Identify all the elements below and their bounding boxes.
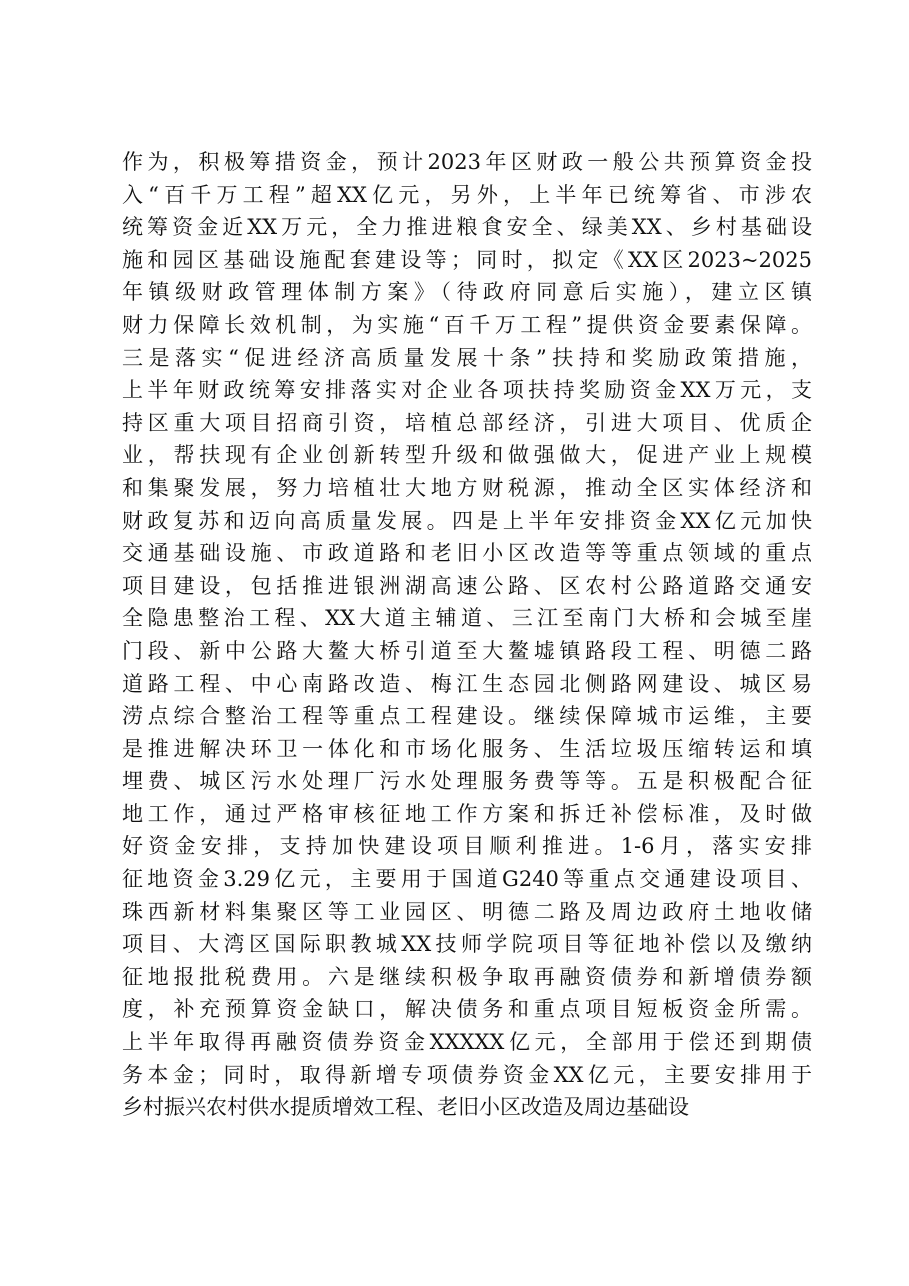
text-line: 征地报批税费用。六是继续积极争取再融资债券和新增债券额 <box>122 964 812 989</box>
text-line: 务本金；同时，取得新增专项债券资金XX亿元，主要安排用于 <box>122 1062 812 1087</box>
text-line: 上半年取得再融资债券资金XXXXX亿元，全部用于偿还到期债 <box>122 1030 812 1055</box>
text-line: 上半年财政统筹安排落实对企业各项扶持奖励资金XX万元，支 <box>122 378 812 403</box>
text-line: 财力保障长效机制，为实施“百千万工程”提供资金要素保障。 <box>122 312 812 337</box>
body-text <box>122 146 812 1124</box>
text-line: 项目、大湾区国际职教城XX技师学院项目等征地补偿以及缴纳 <box>122 932 812 957</box>
text-line: 交通基础设施、市政道路和老旧小区改造等等重点领域的重点 <box>122 541 812 566</box>
text-line: 涝点综合整治工程等重点工程建设。继续保障城市运维，主要 <box>122 704 812 729</box>
text-line: 施和园区基础设施配套建设等；同时，拟定《XX区2023~2025 <box>122 247 812 272</box>
text-line: 埋费、城区污水处理厂污水处理服务费等等。五是积极配合征 <box>122 769 812 794</box>
text-line: 和集聚发展，努力培植壮大地方财税源，推动全区实体经济和 <box>122 475 812 500</box>
text-line: 业，帮扶现有企业创新转型升级和做强做大，促进产业上规模 <box>122 443 812 468</box>
text-line: 地工作，通过严格审核征地工作方案和拆迁补偿标准，及时做 <box>122 801 812 826</box>
text-line: 好资金安排，支持加快建设项目顺利推进。1-6月，落实安排 <box>122 834 812 859</box>
text-line: 珠西新材料集聚区等工业园区、明德二路及周边政府土地收储 <box>122 899 812 924</box>
text-line: 作为，积极筹措资金，预计2023年区财政一般公共预算资金投 <box>122 150 812 174</box>
text-line: 统筹资金近XX万元，全力推进粮食安全、绿美XX、乡村基础设 <box>122 215 812 240</box>
text-line: 全隐患整治工程、XX大道主辅道、三江至南门大桥和会城至崖 <box>122 606 812 631</box>
text-line: 门段、新中公路大鳌大桥引道至大鳌墟镇路段工程、明德二路 <box>122 638 812 663</box>
text-line: 是推进解决环卫一体化和市场化服务、生活垃圾压缩转运和填 <box>122 736 812 761</box>
text-line: 财政复苏和迈向高质量发展。四是上半年安排资金XX亿元加快 <box>122 508 812 533</box>
text-line: 年镇级财政管理体制方案》（待政府同意后实施），建立区镇 <box>122 280 812 305</box>
text-line: 乡村振兴农村供水提质增效工程、老旧小区改造及周边基础设 <box>122 1095 689 1120</box>
text-line: 入“百千万工程”超XX亿元，另外，上半年已统筹省、市涉农 <box>122 182 812 207</box>
text-line: 三是落实“促进经济高质量发展十条”扶持和奖励政策措施， <box>122 345 812 370</box>
text-line: 持区重大项目招商引资，培植总部经济，引进大项目、优质企 <box>122 410 812 435</box>
text-line: 度，补充预算资金缺口，解决债务和重点项目短板资金所需。 <box>122 997 812 1022</box>
text-line: 道路工程、中心南路改造、梅江生态园北侧路网建设、城区易 <box>122 671 812 696</box>
text-line: 征地资金3.29亿元，主要用于国道G240等重点交通建设项目、 <box>122 867 812 892</box>
text-line: 项目建设，包括推进银洲湖高速公路、区农村公路道路交通安 <box>122 573 812 598</box>
